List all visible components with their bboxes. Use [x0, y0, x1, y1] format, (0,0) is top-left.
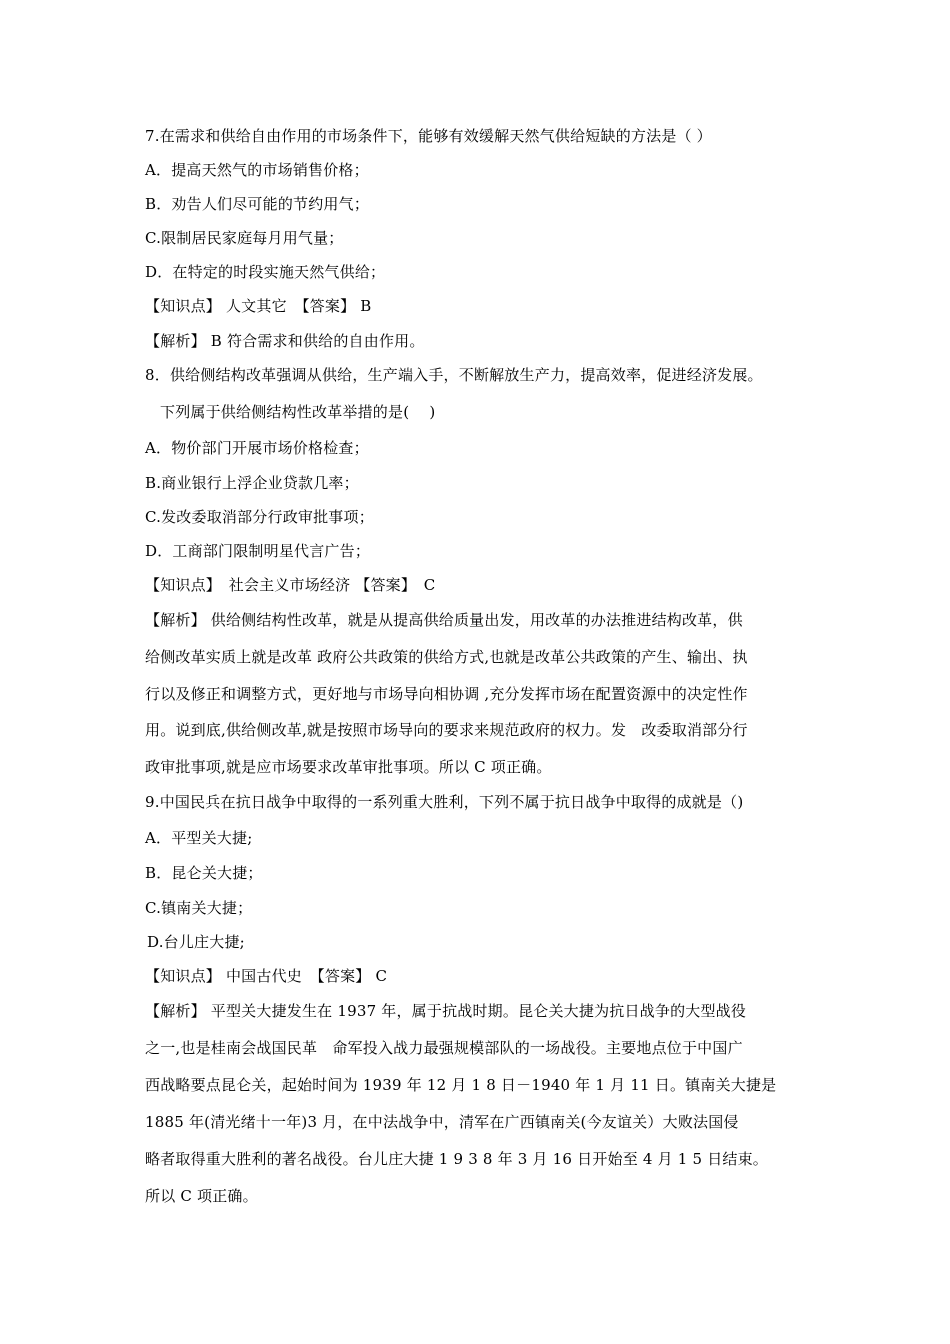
q7-option-b: B．劝告人们尽可能的节约用气； — [145, 195, 370, 213]
q8-analysis-line: 【解析】 供给侧结构性改革，就是从提高供给质量出发，用改革的办法推进结构改革，供 — [145, 611, 743, 629]
q8-option-d: D．工商部门限制明星代言广告； — [145, 542, 371, 560]
q8-analysis-line: 用。说到底,供给侧改革,就是按照市场导向的要求来规范政府的权力。发 改委取消部分行 — [145, 721, 748, 739]
q8-analysis-line: 政审批事项,就是应市场要求改革审批事项。所以 C 项正确。 — [145, 758, 552, 776]
q9-option-a: A．平型关大捷; — [145, 829, 253, 847]
q8-analysis-line: 行以及修正和调整方式，更好地与市场导向相协调 ,充分发挥市场在配置资源中的决定性作 — [145, 685, 748, 703]
q9-stem: 9.中国民兵在抗日战争中取得的一系列重大胜利，下列不属于抗日战争中取得的成就是（) — [145, 793, 744, 811]
q9-analysis-line: 略者取得重大胜利的著名战役。台儿庄大捷 1 9 3 8 年 3 月 16 日开始至 4 月 1 5 日结束。 — [145, 1150, 768, 1168]
q7-knowledge-answer: 【知识点】 人文其它 【答案】 B — [145, 297, 372, 315]
q9-option-c: C.镇南关大捷； — [145, 899, 253, 917]
q9-analysis-line: 之一,也是桂南会战国民革 命军投入战力最强规模部队的一场战役。主要地点位于中国广 — [145, 1039, 743, 1057]
q9-analysis-line: 1885 年(清光绪十一年)3 月，在中法战争中，清军在广西镇南关(今友谊关）大败法国侵 — [145, 1113, 739, 1131]
q8-stem-line2: 下列属于供给侧结构性改革举措的是( ) — [160, 403, 436, 421]
q8-option-c: C.发改委取消部分行政审批事项； — [145, 508, 374, 526]
q7-analysis: 【解析】 B 符合需求和供给的自由作用。 — [145, 332, 425, 350]
q9-analysis-line: 所以 C 项正确。 — [145, 1187, 258, 1205]
q8-knowledge-answer: 【知识点】 社会主义市场经济 【答案】 C — [145, 576, 436, 594]
q9-knowledge-answer: 【知识点】 中国古代史 【答案】 C — [145, 967, 388, 985]
q7-option-d: D．在特定的时段实施天然气供给； — [145, 263, 386, 281]
q8-analysis-line: 给侧改革实质上就是改革 政府公共政策的供给方式,也就是改革公共政策的产生、输出、执 — [145, 648, 748, 666]
q8-stem-line1: 8．供给侧结构改革强调从供给，生产端入手，不断解放生产力，提高效率，促进经济发展。 — [145, 366, 763, 384]
q8-option-b: B.商业银行上浮企业贷款几率； — [145, 474, 359, 492]
q7-stem: 7.在需求和供给自由作用的市场条件下，能够有效缓解天然气供给短缺的方法是（ ） — [145, 127, 712, 145]
q9-analysis-line: 【解析】 平型关大捷发生在 1937 年，属于抗战时期。昆仑关大捷为抗日战争的大型战役 — [145, 1002, 747, 1020]
q9-option-d: D.台儿庄大捷; — [147, 933, 245, 951]
q8-option-a: A．物价部门开展市场价格检查； — [145, 439, 369, 457]
q7-option-a: A．提高天然气的市场销售价格； — [145, 161, 369, 179]
q9-option-b: B．昆仑关大捷； — [145, 864, 263, 882]
q7-option-c: C.限制居民家庭每月用气量； — [145, 229, 344, 247]
q9-analysis-line: 西战略要点昆仑关，起始时间为 1939 年 12 月 1 8 日－1940 年 1 月 11 日。镇南关大捷是 — [145, 1076, 777, 1094]
